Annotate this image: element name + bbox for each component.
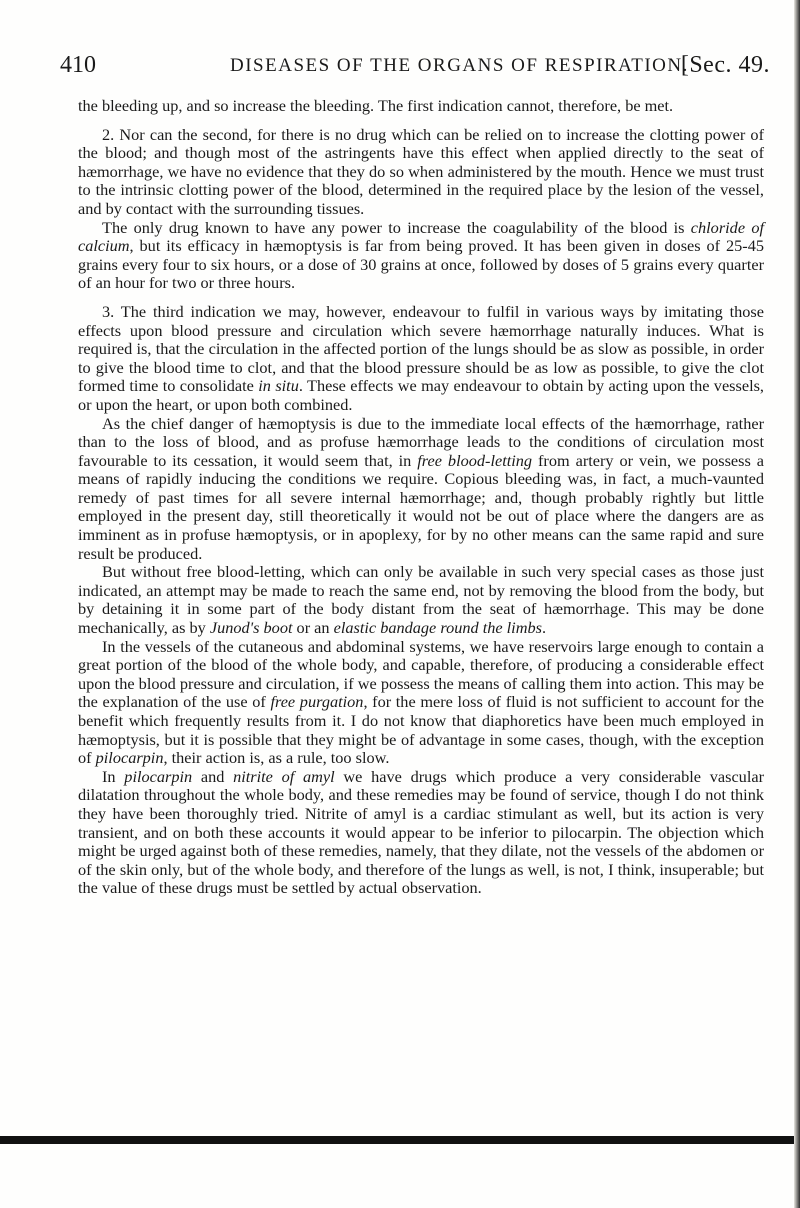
text-run: 3. The third indication we may, however, endeavour to fulfil in various ways by imitating those effects upon blood pressure and circulation which severe hæmorrhage naturally induces. What is required is, that the circulation in the affected portion of the lungs should be as slow as possible, in order to give the blood time to clot, and that the blood pressure should be as low as possible, to give the clot formed time to consolidate [78,301,764,396]
italic-term: Junod's boot [209,618,293,638]
paragraph [78,768,764,898]
text-run: the bleeding up, and so increase the bleeding. The first indication cannot, therefore, be met. [78,96,674,115]
paragraph [78,638,764,768]
text-run: The only drug known to have any power to increase the coagulability of the blood is [102,217,691,237]
page-header [60,52,770,84]
text-run: , their action is, as a rule, too slow. [163,748,390,768]
text-run: In [102,766,125,786]
paragraph [78,219,764,293]
paragraph [78,97,764,116]
text-run: we have drugs which produce a very considerable vascular dilatation throughout the whole body, and these remedies may be found of service, though I do not think they have been thoroughly tried. Nitrite of amyl is a cardiac stimulant as well, but its action is very transient, and on both these accounts it would appear to be inferior to pilocarpin. The objection which might be urged against both of these remedies, namely, that they dilate, not the vessels of the abdomen or of the skin only, but of the whole body, and therefore of the lungs as well, is not, I think, insuperable; but the value of these drugs must be settled by actual observation. [78,766,764,898]
body-text [78,97,764,898]
paragraph [78,126,764,219]
paragraph [78,303,764,415]
section-reference: [Sec. 49. [680,52,770,78]
page-number: 410 [60,52,96,78]
running-title: DISEASES OF THE ORGANS OF RESPIRATION. [230,55,689,76]
italic-term: elastic bandage round the limbs [333,618,542,638]
italic-term: pilocarpin [95,748,164,768]
text-run: . These effects we may endeavour to obtain by acting upon the vessels, or upon the heart, or upon both combined. [78,376,765,414]
italic-term: free purgation [270,692,364,712]
text-run: 2. Nor can the second, for there is no drug which can be relied on to increase the clotting power of the blood; and though most of the astringents have this effect when applied directly to the seat of hæmorrhage, we have no evidence that they do so when administered by the mouth. Hence we must trust to the intrinsic clotting power of the blood, determined in the required place by the lesion of the vessel, and by contact with the surrounding tissues. [78,124,764,218]
italic-term: free blood-letting [417,450,533,470]
italic-term: nitrite of amyl [233,766,335,786]
paragraph [78,415,764,564]
paragraph [78,563,764,637]
text-run: In the vessels of the cutaneous and abdominal systems, we have reservoirs large enough to contain a great portion of the blood of the whole body, and capable, therefore, of producing a considerable effect upon the blood pressure and circulation, if we possess the means of calling them into action. This may be the explanation of the use of [78,636,764,712]
italic-term: pilocarpin [124,766,193,786]
text-run: But without free blood-letting, which can only be available in such very special cases as those just indicated, an attempt may be made to reach the same end, not by removing the blood from the body, but by detaining it in some part of the body distant from the seat of hæmorrhage. This may be done mechanically, as by [78,562,764,638]
text-run: or an [292,618,334,638]
text-run: and [192,766,234,786]
text-run: , for the mere loss of fluid is not sufficient to account for the benefit which frequently results from it. I do not know that diaphoretics have been much employed in hæmoptysis, but it is possible that they might be of advantage in some cases, though, with the exception of [78,692,764,768]
text-run: . [541,618,547,638]
text-run: As the chief danger of hæmoptysis is due to the immediate local effects of the hæmorrhage, rather than to the loss of blood, and as profuse hæmorrhage leads to the conditions of circulation most favourable to its cessation, it would seem that, in [78,413,764,470]
italic-term: in situ [258,376,299,396]
text-run: from artery or vein, we possess a means of rapidly inducing the conditions we require. Copious bleeding was, in fact, a much-vaunted remedy of past times for all severe internal hæmorrhage; and, though probably rightly but little employed in the present day, still theoretically it would not be out of place where the dangers are as imminent as in profuse hæmoptysis, or in apoplexy, for by no other means can the same rapid and sure result be produced. [78,450,765,563]
page-bottom-edge [0,1136,800,1144]
italic-term: chloride of calcium [78,217,764,256]
text-run: , but its efficacy in hæmoptysis is far from being proved. It has been given in doses of 25-45 grains every four to six hours, or a dose of 30 grains at once, followed by doses of 5 grains every quarter of an hour for two or three hours. [78,236,764,293]
page-right-edge [794,0,800,1208]
